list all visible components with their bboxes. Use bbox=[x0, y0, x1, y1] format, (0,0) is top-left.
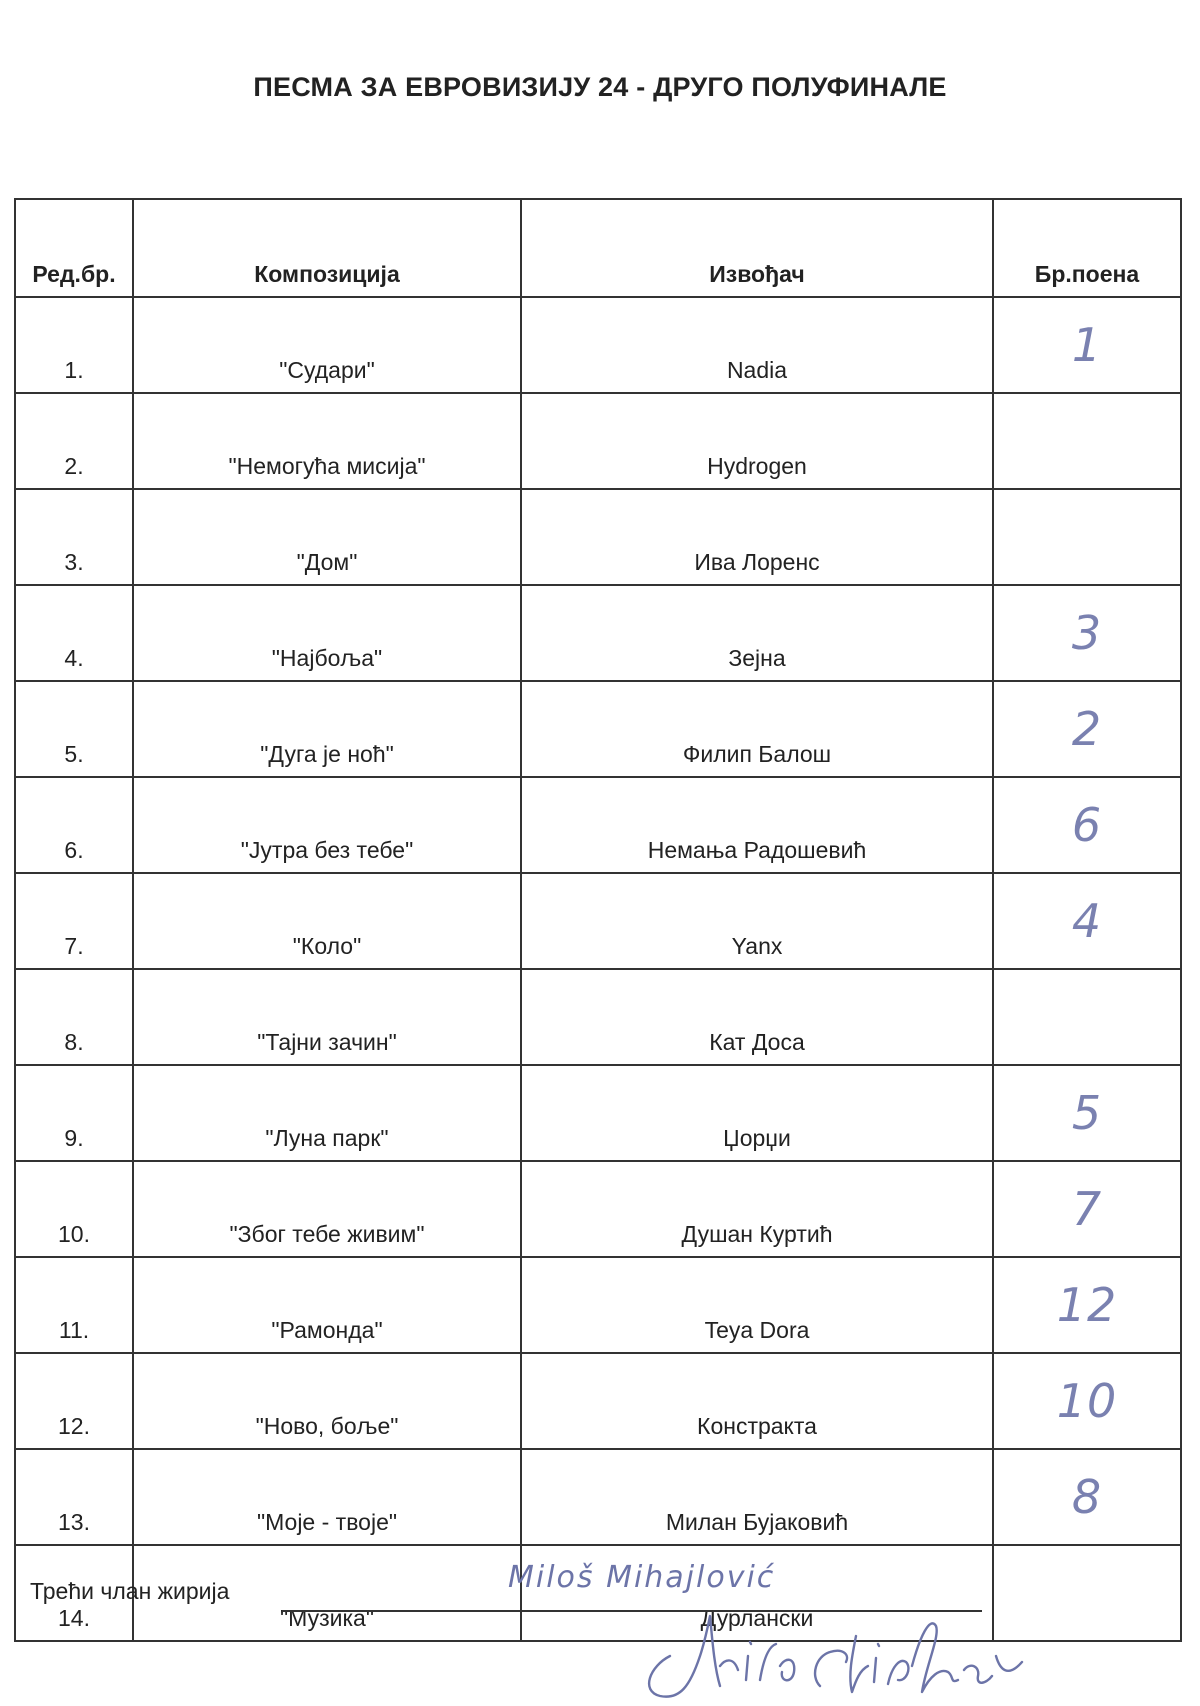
song-title: "Моје - твоје" bbox=[133, 1449, 521, 1545]
table-row bbox=[15, 1161, 1181, 1257]
handwritten-points: 10 bbox=[1056, 1374, 1118, 1428]
row-number: 7. bbox=[15, 873, 133, 969]
artist-name: Милан Бујаковић bbox=[521, 1449, 993, 1545]
handwritten-points: 12 bbox=[1056, 1278, 1118, 1332]
handwritten-points: 7 bbox=[1071, 1182, 1103, 1236]
table-row bbox=[15, 1065, 1181, 1161]
table-row bbox=[15, 1449, 1181, 1545]
header-artist: Извођач bbox=[521, 199, 993, 297]
artist-name: Душан Куртић bbox=[521, 1161, 993, 1257]
song-title: "Јутра без тебе" bbox=[133, 777, 521, 873]
table-row bbox=[15, 1353, 1181, 1449]
juror-handwritten-name: Miloš Mihajlović bbox=[508, 1560, 776, 1595]
table-row bbox=[15, 969, 1181, 1065]
row-number: 3. bbox=[15, 489, 133, 585]
artist-name: Hydrogen bbox=[521, 393, 993, 489]
song-title: "Музика" bbox=[133, 1545, 521, 1641]
artist-name: Nadia bbox=[521, 297, 993, 393]
points-cell bbox=[993, 1449, 1181, 1545]
header-no: Ред.бр. bbox=[15, 199, 133, 297]
song-title: "Тајни зачин" bbox=[133, 969, 521, 1065]
artist-name: Кат Доса bbox=[521, 969, 993, 1065]
juror-label: Трећи члан жирија bbox=[30, 1578, 230, 1604]
table-row bbox=[15, 1257, 1181, 1353]
table-row bbox=[15, 489, 1181, 585]
artist-name: Дурлански bbox=[521, 1545, 993, 1641]
table-row bbox=[15, 585, 1181, 681]
points-cell bbox=[993, 393, 1181, 489]
row-number: 13. bbox=[15, 1449, 133, 1545]
row-number: 6. bbox=[15, 777, 133, 873]
handwritten-points: 4 bbox=[1071, 894, 1103, 948]
song-title: "Рамонда" bbox=[133, 1257, 521, 1353]
page-title: ПЕСМА ЗА ЕВРОВИЗИЈУ 24 - ДРУГО ПОЛУФИНАЛЕ bbox=[253, 72, 947, 102]
handwritten-points: 2 bbox=[1071, 702, 1103, 756]
row-number: 5. bbox=[15, 681, 133, 777]
row-number: 9. bbox=[15, 1065, 133, 1161]
table-body bbox=[15, 297, 1181, 1641]
song-title: "Коло" bbox=[133, 873, 521, 969]
song-title: "Дом" bbox=[133, 489, 521, 585]
artist-name: Филип Балош bbox=[521, 681, 993, 777]
row-number: 14. bbox=[15, 1545, 133, 1641]
points-cell bbox=[993, 1353, 1181, 1449]
song-title: "Немогућа мисија" bbox=[133, 393, 521, 489]
header-row bbox=[15, 199, 1181, 297]
row-number: 4. bbox=[15, 585, 133, 681]
points-cell bbox=[993, 777, 1181, 873]
table-row bbox=[15, 681, 1181, 777]
song-title: "Луна парк" bbox=[133, 1065, 521, 1161]
row-number: 10. bbox=[15, 1161, 133, 1257]
row-number: 1. bbox=[15, 297, 133, 393]
table-row bbox=[15, 297, 1181, 393]
song-title: "Најбоља" bbox=[133, 585, 521, 681]
table-row bbox=[15, 777, 1181, 873]
row-number: 11. bbox=[15, 1257, 133, 1353]
artist-name: Teya Dora bbox=[521, 1257, 993, 1353]
handwritten-points: 5 bbox=[1071, 1086, 1103, 1140]
points-cell bbox=[993, 873, 1181, 969]
score-table bbox=[14, 198, 1182, 1642]
artist-name: Констракта bbox=[521, 1353, 993, 1449]
handwritten-points: 1 bbox=[1071, 318, 1103, 372]
song-title: "Дуга је ноћ" bbox=[133, 681, 521, 777]
row-number: 8. bbox=[15, 969, 133, 1065]
points-cell bbox=[993, 297, 1181, 393]
song-title: "Судари" bbox=[133, 297, 521, 393]
points-cell bbox=[993, 969, 1181, 1065]
points-cell bbox=[993, 1257, 1181, 1353]
handwritten-points: 6 bbox=[1071, 798, 1103, 852]
artist-name: Немања Радошевић bbox=[521, 777, 993, 873]
row-number: 2. bbox=[15, 393, 133, 489]
handwritten-signature-icon bbox=[630, 1596, 1050, 1706]
artist-name: Џорџи bbox=[521, 1065, 993, 1161]
artist-name: Зејна bbox=[521, 585, 993, 681]
handwritten-points: 3 bbox=[1071, 606, 1103, 660]
table-row bbox=[15, 393, 1181, 489]
artist-name: Ива Лоренс bbox=[521, 489, 993, 585]
header-points: Бр.поена bbox=[993, 199, 1181, 297]
points-cell bbox=[993, 489, 1181, 585]
header-song: Композиција bbox=[133, 199, 521, 297]
handwritten-points: 8 bbox=[1071, 1470, 1103, 1524]
song-title: "Ново, боље" bbox=[133, 1353, 521, 1449]
row-number: 12. bbox=[15, 1353, 133, 1449]
artist-name: Yanx bbox=[521, 873, 993, 969]
points-cell bbox=[993, 681, 1181, 777]
song-title: "Због тебе живим" bbox=[133, 1161, 521, 1257]
points-cell bbox=[993, 1161, 1181, 1257]
points-cell bbox=[993, 585, 1181, 681]
table-row bbox=[15, 873, 1181, 969]
points-cell bbox=[993, 1065, 1181, 1161]
